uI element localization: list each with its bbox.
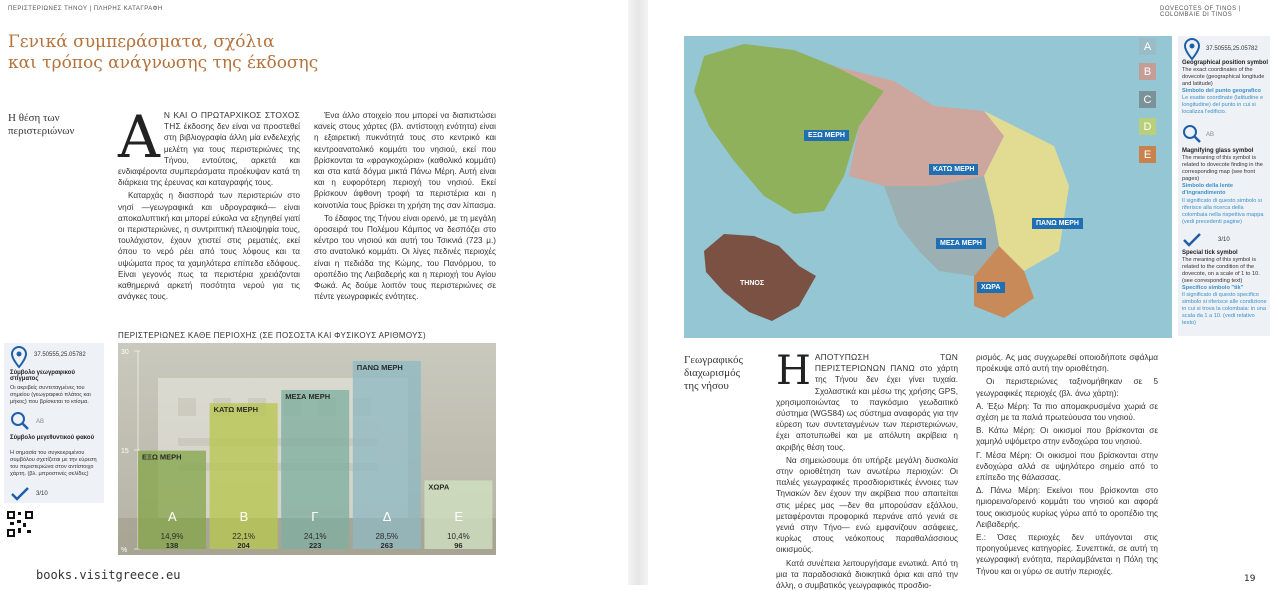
bar-letter-label: Δ: [382, 509, 392, 524]
bar-category-label: ΧΩΡΑ: [428, 482, 450, 492]
legend-tick-text: The meaning of this symbol is related to the condition of the dovecote, on a scale of 1 to 10. (see corresponding text): [1182, 257, 1260, 284]
side-heading-line2: περιστεριώνων: [8, 125, 75, 137]
side-heading-line1: Η θέση των: [8, 112, 60, 124]
legend-geo-text: Οι ακριβείς συντεταγμένες του σημείου (γεωγραφικό πλάτος και μήκος) που βρίσκεται το κτίσμα.: [10, 385, 91, 405]
side-heading-line3: της νήσου: [684, 380, 729, 392]
map-label-tinos: ΤΗΝΟΣ: [740, 280, 765, 287]
region-exo-meri: [694, 44, 884, 214]
legend-tick-title: Special tick symbol: [1182, 250, 1238, 256]
paragraph: Κατά συνέπεια λειτουργήσαμε ενωτικά. Από τη μια τα παραδοσιακά διοικητικά όρια και από την άλλη, ο συμβατικός γεωγραφικός προσδιο-: [776, 558, 958, 591]
magnifier-icon: [10, 411, 30, 431]
tab-a[interactable]: A: [1139, 38, 1156, 55]
legend-mag-code: AB: [1206, 132, 1215, 138]
side-heading-line2: διαχωρισμός: [684, 367, 740, 379]
paragraph: στο χάρτη της Τήνου δεν έχει γίνει τυχαία. Σχολαστικά και μέσω της χρήσης GPS, χρησιμοποιώντας το παγκόσμιο γεωδαιτικό σύστημα (WGS84) ως σύστημα αναφοράς για την εύρεση των συντεταγμένων των περιστεριώνων, έχει αποτυπωθεί και με απόλυτη ακρίβεια η ακριβής θέση τους.: [776, 364, 959, 452]
paragraph: Να σημειώσουμε ότι υπήρξε μεγάλη δυσκολία στην οριοθέτηση των ανωτέρω περιοχών: Οι παλιές γεωγραφικές προσδιοριστικές έννοιες των Τηνιακών δεν έχουν την ακρίβεια που απαιτείται στις μέρες μας —δεν θα μπορούσαν εξάλλου, μεταφέρονται προφορικά περνάνε από γενιά σε γενιά στην Τήνο— ενώ εμφανίζουν ασάφειες, κυρίως στους νεόκοπους παραθαλάσσιους οικισμούς.: [776, 455, 958, 555]
bar-percent-label: 10,4%: [447, 532, 470, 541]
tab-b[interactable]: B: [1139, 63, 1156, 80]
bar-category-label: ΜΕΣΑ ΜΕΡΗ: [285, 391, 331, 401]
paragraph: Γ. Μέσα Μέρη: Οι οικισμοί που βρίσκονται στην ενδοχώρα αλλά σε υψηλότερο σημείο από το επίπεδο της θάλασσας.: [976, 450, 1158, 483]
bar-category-label: ΠΑΝΩ ΜΕΡΗ: [356, 362, 403, 372]
y-tick-label: 15: [121, 448, 129, 455]
page-title-line2: και τρόπος ανάγνωσης της έκδοσης: [8, 53, 319, 73]
legend-coordinates: 37.50555,25.05782: [1206, 46, 1258, 52]
paragraph: Β. Κάτω Μέρη: Οι οικισμοί που βρίσκονται σε χαμηλό υψόμετρο στην ενδοχώρα του νησιού.: [976, 426, 1158, 447]
page-title-line1: Γενικά συμπεράσματα, σχόλια: [8, 32, 275, 52]
bar-2: [210, 403, 278, 549]
paragraph: έκδοσης δεν είναι να προστεθεί στη βιβλιογραφία άλλη μία ενδελεχής μελέτη για τους περιστεριώνες της Τήνου, εντούτοις, αρκετά και ενδιαφέροντα συμπεράσματα προέκυψαν κατά τη διάρκεια της έρευνας και καταγραφής τους.: [118, 122, 300, 188]
legend-tick-it-title: Specifico simbolo "tik": [1182, 285, 1244, 291]
text-column-1: [118, 103, 300, 322]
paragraph: ρισμός. Ας μας συγχωρεθεί οποιοδήποτε σφάλμα προέκυψε από αυτή την οριοθέτηση.: [976, 353, 1158, 374]
bar-3: [281, 390, 349, 549]
side-heading-geography: [684, 354, 743, 393]
drop-cap: Η: [776, 348, 811, 394]
bar-percent-label: 22,1%: [232, 532, 255, 541]
lead-text: Ν ΚΑΙ Ο ΠΡΩΤΑΡΧΙΚΟΣ ΣΤΟΧΟΣ ΤΗΣ: [163, 110, 300, 132]
map-label-chora: ΧΩΡΑ: [977, 282, 1005, 293]
side-heading-line1: Γεωγραφικός: [684, 354, 743, 366]
bar-chart: [118, 343, 496, 555]
tab-d[interactable]: D: [1139, 118, 1156, 135]
legend-geo-text: The exact coordinates of the dovecote (geographical longitude and latitude): [1182, 67, 1265, 87]
legend-tick-code: 3/10: [1218, 237, 1230, 243]
bar-letter-label: Α: [168, 509, 177, 524]
tick-icon: [1182, 233, 1202, 247]
tick-icon: [10, 487, 30, 501]
text-column-3: [776, 348, 959, 591]
magnifier-icon: [1182, 124, 1202, 144]
map-label-mesa: ΜΕΣΑ ΜΕΡΗ: [936, 238, 986, 249]
lead-text: ΑΠΟΤΥΠΩΣΗ ΤΩΝ ΠΕΡΙΣΤΕΡΙΩΝΩΝ ΠΑΝΩ: [814, 352, 958, 374]
legend-coordinates: 37.50555,25.05782: [34, 352, 86, 358]
legend-mag-code: AB: [36, 419, 45, 425]
qr-code-icon: [6, 510, 34, 538]
region-mesa-meri: [884, 176, 999, 276]
legend-geo-it-text: Le esatte coordinate (latitudine e longitudine) del punto in cui si localizza l'edificio.: [1182, 95, 1264, 115]
inset-tinos-shape: [704, 234, 816, 321]
symbol-legend-left: [4, 343, 104, 503]
bar-letter-label: Γ: [311, 509, 319, 524]
bar-percent-label: 24,1%: [303, 532, 327, 541]
tab-c[interactable]: C: [1139, 91, 1156, 108]
paragraph: Α. Έξω Μέρη: Τα πιο απομακρυσμένα χωριά σε σχέση με τα παλιά πρωτεύουσα του νησιού.: [976, 401, 1158, 423]
text-column-4: [976, 352, 1158, 576]
y-tick-label: %: [121, 547, 128, 554]
legend-mag-it-title: Simbolo della lente d'ingrandimento: [1182, 183, 1233, 196]
legend-tick-code: 3/10: [36, 491, 48, 497]
bar-count-label: 263: [380, 541, 394, 550]
bar-letter-label: Β: [239, 509, 249, 524]
chart-title: ΠΕΡΙΣΤΕΡΙΩΝΕΣ ΚΑΘΕ ΠΕΡΙΟΧΗΣ (ΣΕ ΠΟΣΟΣΤΑ ΚΑΙ ΦΥΣΙΚΟΥΣ ΑΡΙΘΜΟΥΣ): [118, 331, 426, 340]
paragraph: Οι περιστεριώνες ταξινομήθηκαν σε 5 γεωγραφικές περιοχές (βλ. άνω χάρτη):: [976, 377, 1158, 398]
paragraph: Καταρχάς η διασπορά των περιστεριών στο νησί —γεωγραφικά και υδρογραφικά— είναι αποκαλυπτική και μπορεί εύκολα να εξηγηθεί γιατί οι περιστεριώνες, η συντριπτική πλειοψηφία τους, τουλάχιστον, έχουν χτιστεί στις ρεματιές, εκεί όπου το νερό ρέει από τους λόφους και τα υψώματα προς τα χαμηλότερα επίπεδα εδάφους. Είναι γεγονός πως τα περιστέρια χρειάζονται καθημερινά αρκετή ποσότητα νερού για τις ανάγκες τους.: [118, 191, 300, 302]
paragraph: Ε.: Όσες περιοχές δεν υπάγονται στις προηγούμενες κατηγορίες. Συνεπτικά, σε αυτή τη γεωγραφική ενότητα, περιλαμβάνεται η Πόλη της Τήνου και οι γύρω σε αυτήν περιοχές.: [976, 533, 1158, 576]
legend-mag-title: Σύμβολο μεγεθυντικού φακού: [10, 435, 95, 441]
tinos-map: [684, 36, 1172, 338]
running-head-right: DOVECOTES OF TINOS | COLOMBAIE DI TINOS: [1160, 6, 1241, 18]
bar-chart-svg: [118, 343, 496, 555]
legend-mag-title: Magnifying glass symbol: [1182, 148, 1254, 154]
page-gutter: [628, 0, 648, 585]
page-title: [8, 32, 338, 74]
bar-category-label: ΕΞΩ ΜΕΡΗ: [142, 452, 182, 462]
bar-letter-label: Ε: [454, 509, 464, 524]
symbol-legend-right: [1178, 36, 1270, 336]
paragraph: Δ. Πάνω Μέρη: Εκείνοι που βρίσκονται στο ημιορεινο/ορεινό κομμάτι του νησιού και αφορά τους οικισμούς κυρίως γύρω από το οροπέδιο της Λειβαδερής.: [976, 486, 1158, 529]
legend-geo-title: Geographical position symbol: [1182, 60, 1269, 66]
page-number: 19: [1244, 574, 1256, 584]
bar-count-label: 204: [237, 541, 250, 550]
bar-count-label: 96: [454, 541, 463, 550]
paragraph: Ένα άλλο στοιχείο που μπορεί να διαπιστώσει κανείς στους χάρτες (βλ. αντίστοιχη ενότητα) είναι η εξαιρετική πυκνότητά τους στο κεντρικό και κεντροανατολικό κομμάτι του νησιού, εκεί που βρίσκονται τα «φραγκοχώρια» (καθολικό κομμάτι) και στα κατά δόγμα μικτά Πάνω Μέρη. Αυτή είναι και η ευφορότερη περιοχή του νησιού. Εκεί βρίσκουν άφθονη τροφή τα περιστέρια και η κοινοτιλία τους βρίσκει τη χρήση της σαν λίπασμα.: [314, 111, 496, 210]
map-pin-icon: [1183, 38, 1201, 60]
bar-percent-label: 14,9%: [160, 532, 184, 541]
map-label-kato: ΚΑΤΩ ΜΕΡΗ: [929, 164, 978, 175]
text-column-2: [314, 110, 496, 322]
legend-mag-it-text: Il significato di questo simbolo si riferisce alla ricerca della colombaia nella rispettiva mappa (vedi precedenti pagine): [1182, 198, 1264, 225]
bar-count-label: 138: [165, 541, 179, 550]
bar-count-label: 223: [308, 541, 322, 550]
tab-e[interactable]: E: [1139, 146, 1156, 163]
footer-url: books.visitgreece.eu: [36, 568, 181, 582]
map-label-pano: ΠΑΝΩ ΜΕΡΗ: [1032, 218, 1083, 229]
bar-percent-label: 28,5%: [375, 532, 399, 541]
tinos-map-svg: [684, 36, 1172, 338]
running-head-left: ΠΕΡΙΣΤΕΡΙΩΝΕΣ ΤΗΝΟΥ | ΠΛΗΡΗΣ ΚΑΤΑΓΡΑΦΗ: [8, 6, 163, 12]
map-label-exo: ΕΞΩ ΜΕΡΗ: [804, 130, 849, 141]
map-pin-icon: [10, 346, 28, 368]
drop-cap: Α: [118, 103, 160, 171]
legend-mag-text: Η σημασία του συγκεκριμένου συμβόλου σχετίζεται με την εύρεση του περιστεριώνα στον αντίστοιχο χάρτη. (βλ. μπροστινές σελίδες): [10, 450, 97, 477]
left-page: [0, 0, 628, 585]
legend-tick-it-text: Il significato di questo specifico simbolo si riferisce alle condizione in cui si trova la colombaia: in una scala da 1 a 10. (vedi relativo testo): [1182, 292, 1267, 326]
legend-mag-text: The meaning of this symbol is related to dovecote finding in the corresponding map (see front pages): [1182, 155, 1263, 182]
legend-geo-it-title: Simbolo del punto geografico: [1182, 88, 1261, 94]
side-heading-position: [8, 112, 74, 138]
legend-geo-title: Σύμβολο γεωγραφικού στίγματος: [10, 370, 75, 382]
paragraph: Το έδαφος της Τήνου είναι ορεινό, με τη μεγάλη οροσειρά του Πολέμου Κάμπος να δεσπόζει στο κέντρο του νησιού και αυτή του Τσικνιά (723 μ.) στο ανατολικό κομμάτι. Οι λίγες πεδινές περιοχές είναι η πεδιάδα της Κώμης, του Πανόρμου, το οροπέδιο της Λειβαδερής και η περιοχή του Αγίου Φωκά. Ας δούμε λοιπόν τους περιστεριώνες σε πέντε γεωγραφικές ενότητες.: [314, 213, 496, 302]
y-tick-label: 30: [121, 349, 129, 356]
bar-category-label: ΚΑΤΩ ΜΕΡΗ: [213, 405, 259, 415]
